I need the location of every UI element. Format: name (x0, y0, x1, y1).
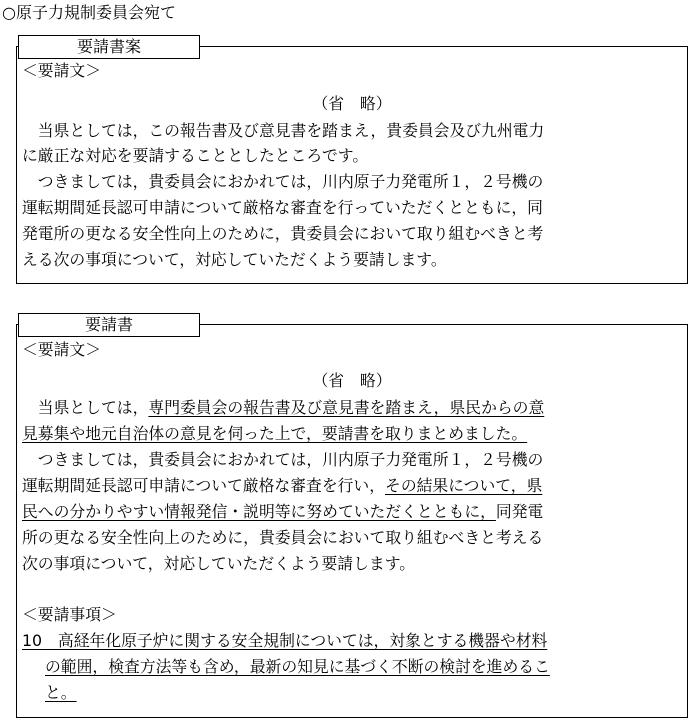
final-items-label: ＜要請事項＞ (22, 605, 117, 624)
final-omitted-note: （省 略） (312, 371, 392, 390)
final-text-line: 所の更なる安全性向上のために，貴委員会において取り組むべきと考える (22, 528, 544, 547)
request-item-continuation: の範囲，検査方法等も含め，最新の知見に基づく不断の検討を進めるこ (45, 657, 550, 676)
final-text-line: 次の事項について，対応していただくよう要請します。 (22, 554, 416, 573)
final-text-plain: 当県としては， (22, 398, 149, 417)
draft-text-line: に厳正な対応を要請することとしたところです。 (22, 146, 369, 165)
final-text-underlined: 民への分かりやすい情報発信・説明等に努めていただくとともに， (22, 502, 496, 521)
draft-text-line: 発電所の更なる安全性向上のために，貴委員会において取り組むべきと考 (22, 224, 544, 243)
final-text-plain: 運転期間延長認可申請について厳格な審査を行い， (22, 476, 386, 495)
final-text-underlined: 専門委員会の報告書及び意見書を踏まえ，県民からの意 (148, 398, 545, 417)
final-section-label: ＜要請文＞ (22, 340, 101, 359)
draft-text-line: える次の事項について，対応していただくよう要請します。 (22, 250, 447, 269)
draft-omitted-note: （省 略） (312, 94, 392, 113)
request-item-number: 10 (22, 631, 43, 650)
draft-section-label: ＜要請文＞ (22, 61, 101, 80)
draft-request-tab: 要請書案 (18, 35, 200, 59)
final-text-underlined: 見募集や地元自治体の意見を伺った上で，要請書を取りまとめました。 (22, 424, 528, 443)
draft-text-line: 当県としては，この報告書及び意見書を踏まえ，貴委員会及び九州電力 (22, 121, 545, 140)
final-text-line (22, 501, 688, 523)
draft-text-line: 運転期間延長認可申請について厳格な審査を行っていただくとともに，同 (22, 198, 543, 217)
document-heading: ○原子力規制委員会宛て (2, 3, 176, 22)
final-text-line: つきましては，貴委員会におかれては，川内原子力発電所１，２号機の (22, 450, 544, 469)
final-text-line (22, 397, 688, 419)
final-text-plain: 同発電 (495, 502, 544, 521)
request-item-text: 高経年化原子炉に関する安全規制については，対象とする機器や材料 (42, 631, 548, 650)
final-text-line (22, 475, 688, 497)
final-text-line (22, 423, 688, 445)
final-request-tab: 要請書 (18, 313, 200, 337)
request-item-continuation: と。 (45, 683, 77, 702)
final-text-underlined: その結果について，県 (385, 476, 543, 495)
request-item (22, 630, 688, 652)
draft-text-line: つきましては，貴委員会におかれては，川内原子力発電所１，２号機の (22, 172, 544, 191)
